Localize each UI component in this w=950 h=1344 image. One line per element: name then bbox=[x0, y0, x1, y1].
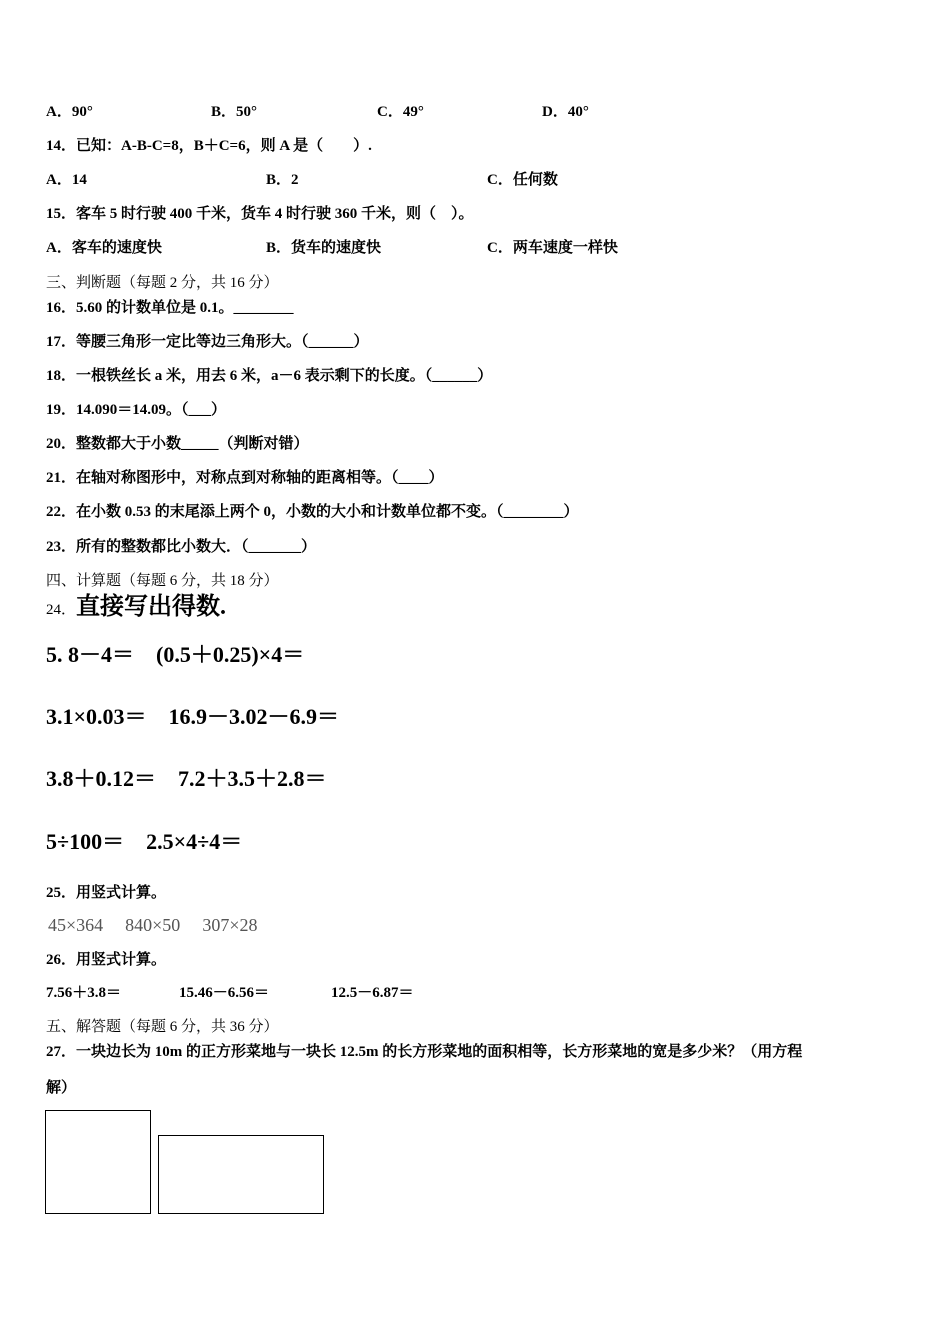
q23: 23．所有的整数都比小数大．（_______） bbox=[46, 539, 317, 555]
q21: 21．在轴对称图形中，对称点到对称轴的距离相等。（____） bbox=[46, 470, 444, 486]
q15-option-b: B．货车的速度快 bbox=[266, 240, 382, 256]
q25-item: 307×28 bbox=[202, 915, 258, 935]
q13-option-c: C．49° bbox=[377, 104, 424, 120]
calc-item: 2.5×4÷4＝ bbox=[146, 829, 243, 854]
q18: 18．一根铁丝长 a 米，用去 6 米，a－6 表示剩下的长度。（______） bbox=[46, 368, 493, 384]
section-4-heading: 四、计算题（每题 6 分，共 18 分） bbox=[46, 573, 279, 589]
q25-item: 840×50 bbox=[125, 915, 181, 935]
q25-stem: 25．用竖式计算。 bbox=[46, 885, 167, 901]
q17: 17．等腰三角形一定比等边三角形大。（______） bbox=[46, 334, 369, 350]
q13-option-b: B．50° bbox=[211, 104, 258, 120]
q14-option-a: A．14 bbox=[46, 172, 87, 188]
calc-item: (0.5＋0.25)×4＝ bbox=[156, 642, 305, 667]
q24-row-2 bbox=[46, 703, 339, 731]
q26-item-1: 7.56＋3.8＝ bbox=[46, 985, 122, 1001]
q25-items bbox=[48, 913, 257, 937]
section-5-heading: 五、解答题（每题 6 分，共 36 分） bbox=[46, 1019, 279, 1035]
q15-stem: 15．客车 5 时行驶 400 千米，货车 4 时行驶 360 千米，则（ ）。 bbox=[46, 206, 474, 222]
q26-item-3: 12.5－6.87＝ bbox=[331, 985, 414, 1001]
q14-option-b: B．2 bbox=[266, 172, 299, 188]
q14-option-c: C．任何数 bbox=[487, 172, 558, 188]
q26-stem: 26．用竖式计算。 bbox=[46, 952, 167, 968]
q24-row-4 bbox=[46, 828, 242, 856]
q24-heading bbox=[46, 592, 226, 622]
rectangle-plot-figure bbox=[158, 1135, 324, 1214]
q20: 20．整数都大于小数_____（判断对错） bbox=[46, 436, 309, 452]
q27-line-1: 27．一块边长为 10m 的正方形菜地与一块长 12.5m 的长方形菜地的面积相等，长方形菜地的宽是多少米？（用方程 bbox=[46, 1044, 803, 1060]
square-plot-figure bbox=[45, 1110, 151, 1214]
q15-option-c: C．两车速度一样快 bbox=[487, 240, 618, 256]
q24-title: 直接写出得数. bbox=[76, 594, 227, 620]
section-3-heading: 三、判断题（每题 2 分，共 16 分） bbox=[46, 275, 279, 291]
q24-row-3 bbox=[46, 765, 327, 793]
calc-item: 3.1×0.03＝ bbox=[46, 704, 147, 729]
q24-number: 24． bbox=[46, 602, 77, 618]
q25-item: 45×364 bbox=[48, 915, 104, 935]
q19: 19．14.090＝14.09。（___） bbox=[46, 402, 227, 418]
q15-option-a: A．客车的速度快 bbox=[46, 240, 162, 256]
calc-item: 7.2＋3.5＋2.8＝ bbox=[178, 766, 327, 791]
q26-item-2: 15.46－6.56＝ bbox=[179, 985, 270, 1001]
q13-option-d: D．40° bbox=[542, 104, 589, 120]
q24-row-1 bbox=[46, 641, 304, 669]
calc-item: 16.9－3.02－6.9＝ bbox=[168, 704, 340, 729]
q13-option-a: A．90° bbox=[46, 104, 93, 120]
q27-line-2: 解） bbox=[46, 1080, 77, 1096]
calc-item: 5÷100＝ bbox=[46, 829, 125, 854]
calc-item: 3.8＋0.12＝ bbox=[46, 766, 157, 791]
q22: 22．在小数 0.53 的末尾添上两个 0，小数的大小和计数单位都不变。（________） bbox=[46, 504, 579, 520]
q14-stem: 14．已知：A-B-C=8，B＋C=6，则 A 是（ ）. bbox=[46, 138, 372, 154]
calc-item: 5. 8－4＝ bbox=[46, 642, 135, 667]
q16: 16．5.60 的计数单位是 0.1。________ bbox=[46, 300, 294, 316]
